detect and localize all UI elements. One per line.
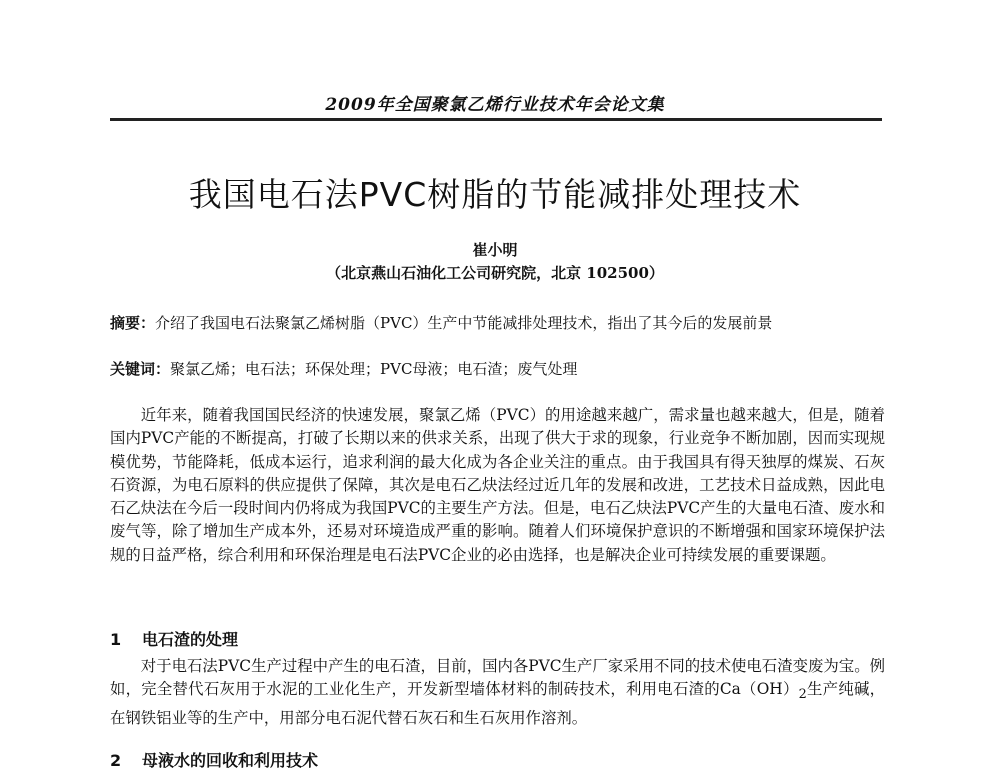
section-1-number: 1 xyxy=(110,630,122,649)
header-rule xyxy=(110,118,882,121)
section-1-heading xyxy=(110,627,238,650)
section-1-paragraph-a: 对于电石法PVC生产过程中产生的电石渣，目前，国内各PVC生产厂家采用不同的技术使电石渣变废为宝。例如，完全替代石灰用于水泥的工业化生产，开发新型墙体材料的制砖技术，利用电石渣的Ca（OH） xyxy=(110,657,885,699)
section-1-title: 电石渣的处理 xyxy=(142,630,239,649)
keywords xyxy=(110,358,885,381)
keywords-text: 聚氯乙烯；电石法；环保处理；PVC母液；电石渣；废气处理 xyxy=(170,360,578,378)
abstract-text: 介绍了我国电石法聚氯乙烯树脂（PVC）生产中节能减排处理技术，指出了其今后的发展前景 xyxy=(155,314,773,332)
section-1-paragraph-b: 生产纯碱，在钢铁铝业等的生产中，用部分电石泥代替石灰石和生石灰用作溶剂。 xyxy=(110,680,885,727)
author-affiliation: （北京燕山石油化工公司研究院，北京 102500） xyxy=(326,264,664,282)
author-name: 崔小明 xyxy=(472,241,518,259)
section-2-title: 母液水的回收和利用技术 xyxy=(142,751,319,770)
abstract-label: 摘要： xyxy=(110,314,156,332)
subscript-2: 2 xyxy=(798,687,807,703)
abstract xyxy=(110,312,885,335)
keywords-label: 关键词： xyxy=(110,360,171,378)
intro-paragraph: 近年来，随着我国国民经济的快速发展，聚氯乙烯（PVC）的用途越来越广，需求量也越来越大，但是，随着国内PVC产能的不断提高，打破了长期以来的供求关系，出现了供大于求的现象，行业竞争不断加剧，因而实现规模优势，节能降耗，低成本运行，追求利润的最大化成为各企业关注的重点。由于我国具有得天独厚的煤炭、石灰石资源，为电石原料的供应提供了保障，其次是电石乙炔法经过近几年的发展和改进，工艺技术日益成熟，因此电石乙炔法在今后一段时间内仍将成为我国PVC的主要生产方法。但是，电石乙炔法PVC产生的大量电石渣、废水和废气等，除了增加生产成本外，还易对环境造成严重的影响。随着人们环境保护意识的不断增强和国家环境保护法规的日益严格，综合利用和环保治理是电石法PVC企业的必由选择，也是解决企业可持续发展的重要课题。 xyxy=(110,406,885,564)
article-title: 我国电石法PVC树脂的节能减排处理技术 xyxy=(188,175,802,214)
section-2-number: 2 xyxy=(110,751,122,770)
running-head: 2009年全国聚氯乙烯行业技术年会论文集 xyxy=(325,95,665,115)
section-1-paragraph xyxy=(110,655,885,730)
